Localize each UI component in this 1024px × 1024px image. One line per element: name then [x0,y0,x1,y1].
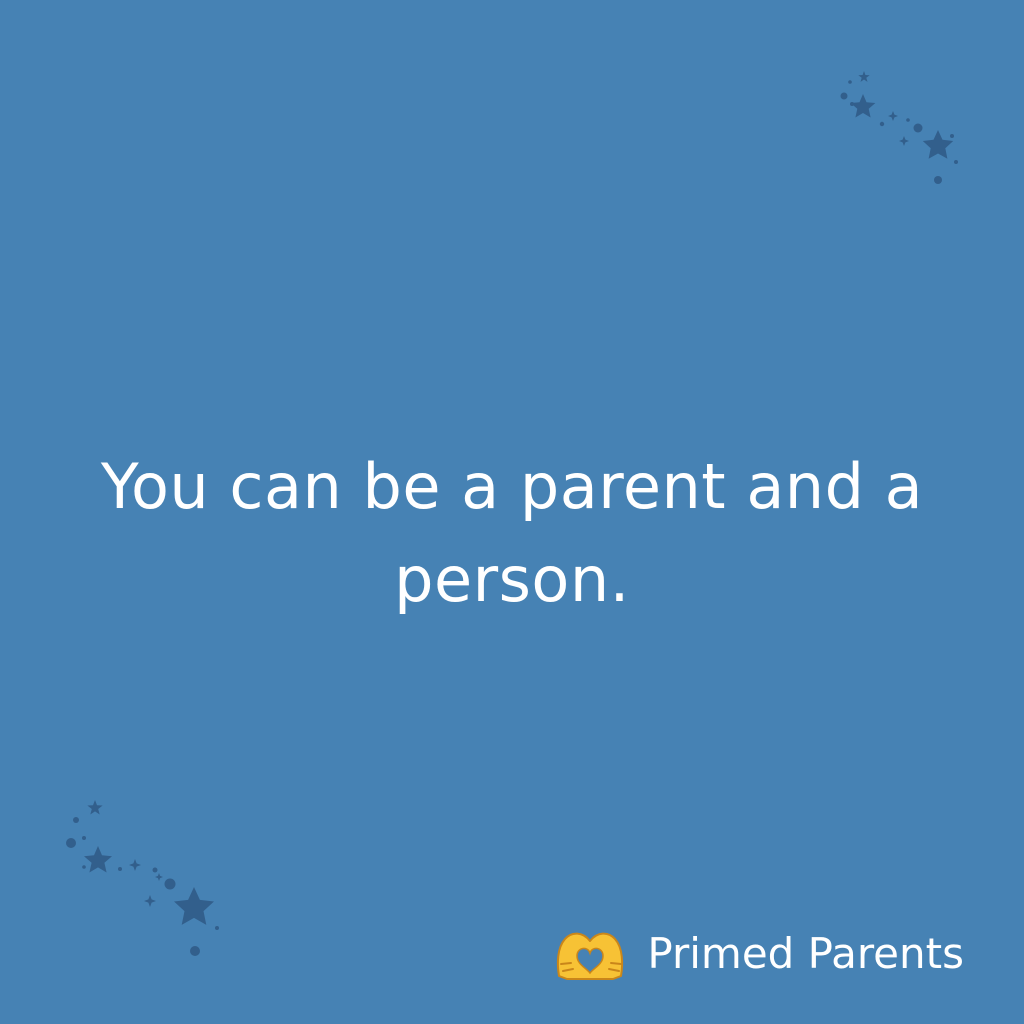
heart-hands-icon [553,924,629,984]
star-sparkles-top-icon [830,58,970,188]
quote-text: You can be a parent and a person. [100,450,924,616]
brand-name: Primed Parents [647,929,964,978]
star-sparkles-bottom-icon [55,795,230,960]
brand-signature [553,924,964,984]
